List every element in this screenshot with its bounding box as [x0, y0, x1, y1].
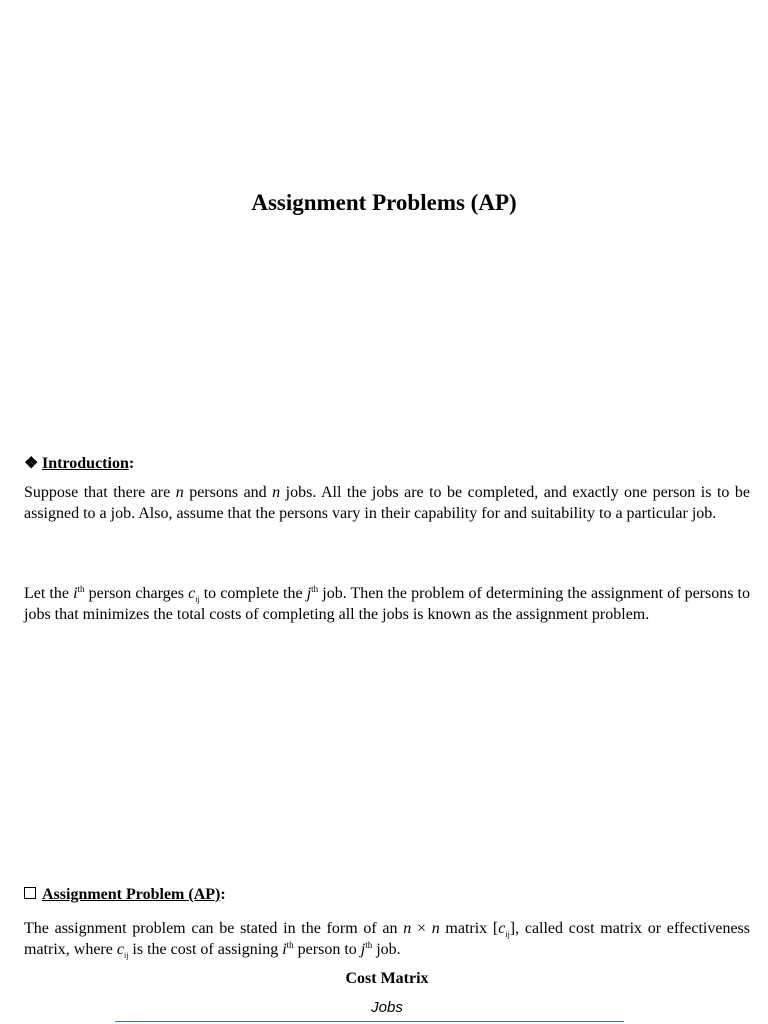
text-run: ], called cost matrix or effectiveness matrix, where: [24, 920, 750, 958]
variable-c: c: [188, 585, 196, 602]
cost-matrix-top-rule: [115, 1021, 624, 1022]
text-run: Let the: [24, 585, 74, 602]
introduction-heading-colon: :: [128, 455, 135, 472]
variable-j: j: [306, 585, 312, 602]
text-run: matrix [: [439, 920, 499, 937]
square-bullet-icon: [24, 887, 36, 899]
assignment-problem-heading-label: Assignment Problem (AP): [42, 886, 221, 903]
subscript-ij: ij: [505, 930, 510, 939]
text-run: is the cost of assigning: [128, 940, 283, 958]
text-run: job. Then the problem of determining the assignment of persons to jobs that minimizes the total costs of completing all the jobs is known as the assignment problem.: [24, 585, 750, 623]
variable-n: n: [431, 920, 440, 937]
variable-n: n: [175, 484, 184, 501]
variable-i: i: [73, 585, 78, 602]
cost-matrix-jobs-label: Jobs: [371, 999, 403, 1016]
variable-c: c: [498, 920, 506, 937]
superscript-th: th: [77, 584, 85, 594]
text-run: persons and: [183, 484, 273, 501]
variable-j: j: [360, 940, 366, 958]
introduction-paragraph-1: [24, 483, 750, 524]
text-run: Suppose that there are: [24, 484, 176, 501]
variable-i: i: [282, 940, 287, 958]
variable-n: n: [272, 484, 281, 501]
introduction-heading-label: Introduction: [42, 455, 129, 472]
superscript-th: th: [311, 584, 319, 594]
superscript-th: th: [365, 939, 373, 950]
diamond-bullet-icon: ❖: [24, 455, 39, 472]
superscript-th: th: [286, 939, 294, 950]
page-title: Assignment Problems (AP): [251, 190, 517, 215]
text-run: jobs. All the jobs are to be completed, and exactly one person is to be assigned to a job. Also, assume that the persons vary in their capability for and suitability to a particular job.: [24, 484, 750, 522]
variable-c: c: [116, 940, 124, 958]
introduction-heading: [24, 453, 134, 473]
assignment-problem-paragraph: [24, 919, 750, 960]
text-run: to complete the: [199, 585, 307, 602]
introduction-paragraph-2: [24, 584, 750, 625]
times-symbol: ×: [411, 920, 432, 937]
subscript-ij: ij: [195, 595, 200, 604]
text-run: The assignment problem can be stated in the form of an: [24, 920, 404, 937]
cost-matrix-title: Cost Matrix: [345, 970, 429, 987]
text-run: job.: [372, 940, 401, 958]
subscript-ij: ij: [123, 950, 129, 960]
variable-n: n: [403, 920, 412, 937]
assignment-problem-heading: [24, 886, 226, 904]
assignment-problem-heading-colon: :: [220, 886, 226, 903]
text-run: person charges: [84, 585, 189, 602]
text-run: person to: [293, 940, 361, 958]
